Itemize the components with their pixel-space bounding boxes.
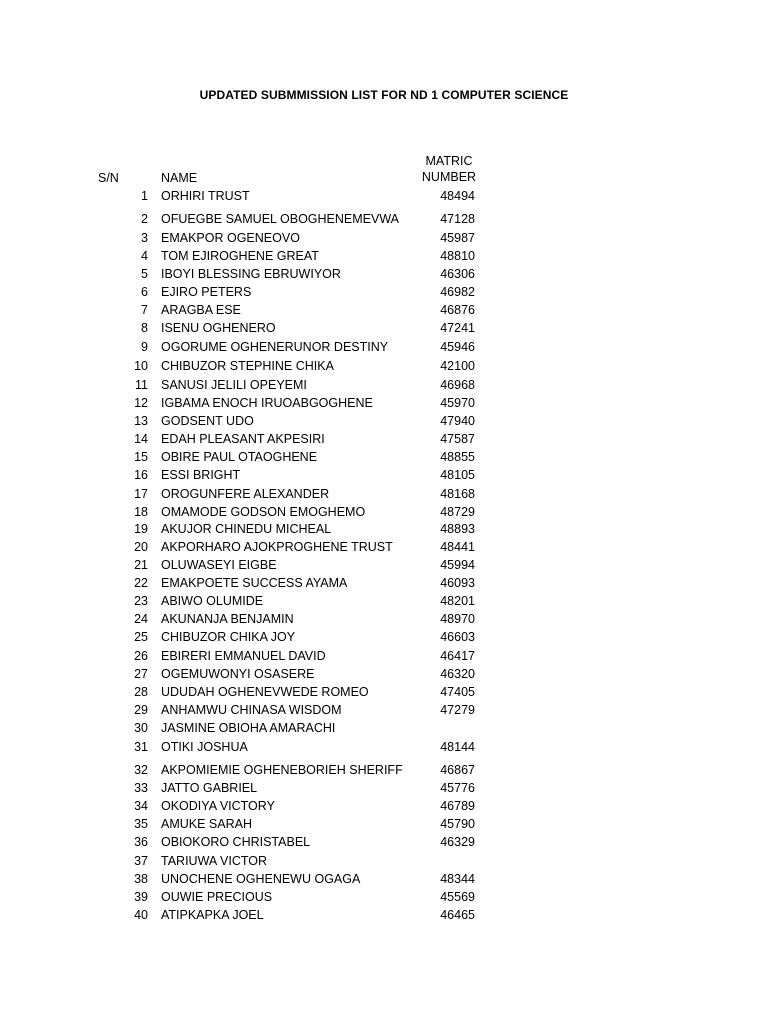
row-matric-number: 45946 — [440, 340, 475, 354]
table-row — [0, 302, 768, 318]
row-matric-number: 46876 — [440, 303, 475, 317]
row-name: JATTO GABRIEL — [161, 781, 258, 795]
table-row — [0, 762, 768, 778]
table-row — [0, 593, 768, 609]
row-sn: 13 — [134, 414, 148, 428]
row-matric-number: 45790 — [440, 817, 475, 831]
row-sn: 21 — [134, 558, 148, 572]
table-row — [0, 431, 768, 447]
table-row — [0, 230, 768, 246]
table-row — [0, 889, 768, 905]
row-matric-number: 46417 — [440, 649, 475, 663]
table-row — [0, 284, 768, 300]
table-row — [0, 907, 768, 923]
table-row — [0, 871, 768, 887]
column-header-matric-line1: MATRIC — [425, 154, 473, 168]
row-sn: 18 — [134, 505, 148, 519]
row-name: EMAKPOETE SUCCESS AYAMA — [161, 576, 348, 590]
table-row — [0, 413, 768, 429]
row-matric-number: 47241 — [440, 321, 475, 335]
row-name: EBIRERI EMMANUEL DAVID — [161, 649, 326, 663]
row-name: OBIRE PAUL OTAOGHENE — [161, 450, 318, 464]
row-sn: 37 — [134, 854, 148, 868]
table-row — [0, 539, 768, 555]
row-name: AMUKE SARAH — [161, 817, 252, 831]
row-name: OROGUNFERE ALEXANDER — [161, 487, 330, 501]
table-row — [0, 320, 768, 336]
row-name: ANHAMWU CHINASA WISDOM — [161, 703, 342, 717]
table-row — [0, 834, 768, 850]
row-matric-number: 46867 — [440, 763, 475, 777]
row-sn: 9 — [141, 340, 148, 354]
row-name: OFUEGBE SAMUEL OBOGHENEMEVWA — [161, 212, 400, 226]
column-header-matric-number — [420, 153, 478, 185]
row-matric-number: 46603 — [440, 630, 475, 644]
row-sn: 34 — [134, 799, 148, 813]
row-sn: 16 — [134, 468, 148, 482]
table-row — [0, 666, 768, 682]
row-name: ISENU OGHENERO — [161, 321, 276, 335]
row-sn: 20 — [134, 540, 148, 554]
table-row — [0, 629, 768, 645]
row-matric-number: 48729 — [440, 505, 475, 519]
table-row — [0, 702, 768, 718]
table-row — [0, 395, 768, 411]
row-sn: 23 — [134, 594, 148, 608]
row-matric-number: 48105 — [440, 468, 475, 482]
table-row — [0, 339, 768, 355]
table-row — [0, 449, 768, 465]
row-matric-number: 45987 — [440, 231, 475, 245]
row-sn: 35 — [134, 817, 148, 831]
table-row — [0, 504, 768, 520]
table-row — [0, 211, 768, 227]
row-matric-number: 47405 — [440, 685, 475, 699]
row-name: OKODIYA VICTORY — [161, 799, 275, 813]
row-sn: 33 — [134, 781, 148, 795]
row-matric-number: 47940 — [440, 414, 475, 428]
row-name: AKUNANJA BENJAMIN — [161, 612, 294, 626]
row-name: ABIWO OLUMIDE — [161, 594, 264, 608]
row-matric-number: 47128 — [440, 212, 475, 226]
row-matric-number: 48970 — [440, 612, 475, 626]
row-name: AKUJOR CHINEDU MICHEAL — [161, 522, 332, 536]
row-matric-number: 48810 — [440, 249, 475, 263]
row-sn: 14 — [134, 432, 148, 446]
row-matric-number: 46306 — [440, 267, 475, 281]
row-sn: 19 — [134, 522, 148, 536]
row-matric-number: 48344 — [440, 872, 475, 886]
row-matric-number: 48893 — [440, 522, 475, 536]
table-row — [0, 648, 768, 664]
row-matric-number: 42100 — [440, 359, 475, 373]
table-row — [0, 611, 768, 627]
row-name: ATIPKAPKA JOEL — [161, 908, 264, 922]
table-row — [0, 467, 768, 483]
row-name: IGBAMA ENOCH IRUOABGOGHENE — [161, 396, 373, 410]
row-sn: 6 — [141, 285, 148, 299]
row-name: EJIRO PETERS — [161, 285, 252, 299]
table-row — [0, 266, 768, 282]
page-title: UPDATED SUBMMISSION LIST FOR ND 1 COMPUTER SCIENCE — [199, 88, 569, 102]
row-sn: 17 — [134, 487, 148, 501]
row-name: EMAKPOR OGENEOVO — [161, 231, 300, 245]
row-sn: 15 — [134, 450, 148, 464]
row-name: OBIOKORO CHRISTABEL — [161, 835, 311, 849]
row-matric-number: 45994 — [440, 558, 475, 572]
row-sn: 11 — [135, 378, 148, 392]
row-matric-number: 48168 — [440, 487, 475, 501]
row-matric-number: 48855 — [440, 450, 475, 464]
row-name: ESSI BRIGHT — [161, 468, 241, 482]
row-name: TOM EJIROGHENE GREAT — [161, 249, 319, 263]
row-matric-number: 46093 — [440, 576, 475, 590]
row-matric-number: 48494 — [440, 189, 475, 203]
row-matric-number: 47587 — [440, 432, 475, 446]
row-matric-number: 48144 — [440, 740, 475, 754]
row-name: EDAH PLEASANT AKPESIRI — [161, 432, 325, 446]
row-sn: 40 — [134, 908, 148, 922]
row-sn: 4 — [141, 249, 148, 263]
row-matric-number: 45569 — [440, 890, 475, 904]
row-matric-number: 47279 — [440, 703, 475, 717]
row-name: ARAGBA ESE — [161, 303, 241, 317]
row-matric-number: 46329 — [440, 835, 475, 849]
row-sn: 12 — [134, 396, 148, 410]
row-matric-number: 45970 — [440, 396, 475, 410]
row-sn: 29 — [134, 703, 148, 717]
column-header-name: NAME — [161, 171, 198, 185]
row-name: SANUSI JELILI OPEYEMI — [161, 378, 307, 392]
row-name: OGEMUWONYI OSASERE — [161, 667, 315, 681]
row-sn: 10 — [134, 359, 148, 373]
row-name: CHIBUZOR STEPHINE CHIKA — [161, 359, 334, 373]
row-sn: 26 — [134, 649, 148, 663]
row-name: CHIBUZOR CHIKA JOY — [161, 630, 296, 644]
row-sn: 24 — [134, 612, 148, 626]
table-row — [0, 486, 768, 502]
row-matric-number: 46982 — [440, 285, 475, 299]
table-row — [0, 377, 768, 393]
row-sn: 5 — [141, 267, 148, 281]
table-row — [0, 798, 768, 814]
row-sn: 1 — [141, 189, 148, 203]
row-sn: 31 — [134, 740, 148, 754]
row-matric-number: 45776 — [440, 781, 475, 795]
row-sn: 36 — [134, 835, 148, 849]
row-sn: 30 — [134, 721, 148, 735]
row-name: OLUWASEYI EIGBE — [161, 558, 277, 572]
row-matric-number: 46968 — [440, 378, 475, 392]
table-row — [0, 684, 768, 700]
table-row — [0, 248, 768, 264]
row-matric-number: 48441 — [440, 540, 475, 554]
table-row — [0, 557, 768, 573]
row-sn: 28 — [134, 685, 148, 699]
row-sn: 39 — [134, 890, 148, 904]
row-sn: 8 — [141, 321, 148, 335]
row-matric-number: 46789 — [440, 799, 475, 813]
row-name: OGORUME OGHENERUNOR DESTINY — [161, 340, 389, 354]
row-name: GODSENT UDO — [161, 414, 254, 428]
row-name: AKPOMIEMIE OGHENEBORIEH SHERIFF — [161, 763, 403, 777]
row-sn: 3 — [141, 231, 148, 245]
row-matric-number: 48201 — [440, 594, 475, 608]
row-name: TARIUWA VICTOR — [161, 854, 268, 868]
table-row — [0, 575, 768, 591]
row-name: AKPORHARO AJOKPROGHENE TRUST — [161, 540, 393, 554]
table-row — [0, 188, 768, 204]
row-name: OTIKI JOSHUA — [161, 740, 248, 754]
row-matric-number: 46465 — [440, 908, 475, 922]
row-name: ORHIRI TRUST — [161, 189, 250, 203]
table-row — [0, 780, 768, 796]
table-row — [0, 521, 768, 537]
row-matric-number: 46320 — [440, 667, 475, 681]
row-name: OMAMODE GODSON EMOGHEMO — [161, 505, 366, 519]
row-sn: 38 — [134, 872, 148, 886]
table-row — [0, 739, 768, 755]
column-header-matric-line2: NUMBER — [421, 170, 477, 184]
row-sn: 27 — [134, 667, 148, 681]
row-name: JASMINE OBIOHA AMARACHI — [161, 721, 336, 735]
row-name: OUWIE PRECIOUS — [161, 890, 273, 904]
row-name: IBOYI BLESSING EBRUWIYOR — [161, 267, 341, 281]
row-sn: 32 — [134, 763, 148, 777]
column-header-sn: S/N — [98, 171, 119, 185]
table-row — [0, 720, 768, 736]
table-row — [0, 853, 768, 869]
table-row — [0, 358, 768, 374]
row-sn: 22 — [134, 576, 148, 590]
row-sn: 7 — [141, 303, 148, 317]
row-name: UDUDAH OGHENEVWEDE ROMEO — [161, 685, 369, 699]
row-sn: 25 — [134, 630, 148, 644]
table-row — [0, 816, 768, 832]
row-name: UNOCHENE OGHENEWU OGAGA — [161, 872, 361, 886]
row-sn: 2 — [141, 212, 148, 226]
